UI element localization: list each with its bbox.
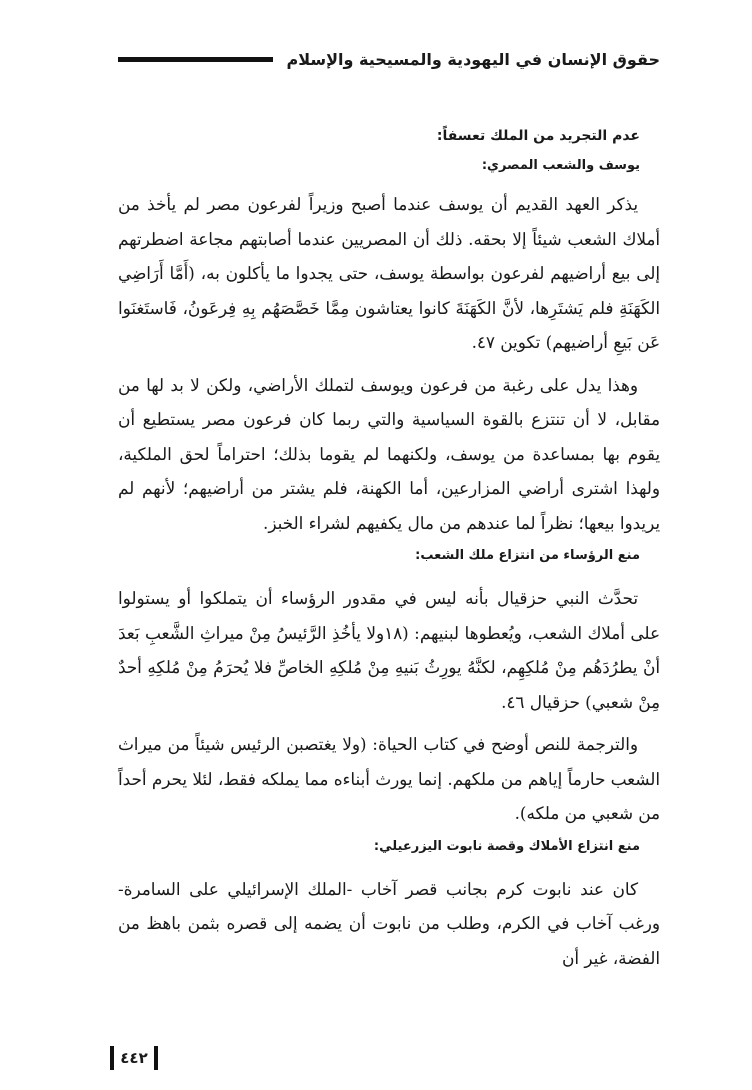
paragraph-rulers-1: تحدَّث النبي حزقيال بأنه ليس في مقدور الرؤساء أن يتملكوا أو يستولوا على أملاك الشعب، ويُعطوها لبنيهم: (١٨ولا يأخُذِ الرَّئيسُ مِنْ ميراثِ الشَّعبِ بَعدَ أنْ يطرُدَهُم مِنْ مُلكِهِم، لكنَّهُ يورِثُ بَنيهِ مِنْ مُلكِهِ الخاصِّ فلا يُحرَمُ مِنْ مُلكِهِ أحدٌ مِنْ شعبي) حزقيال ٤٦. [118, 588, 660, 712]
running-header [118, 44, 660, 74]
paragraph-naboth-1: كان عند نابوت كرم بجانب قصر آخاب -الملك الإسرائيلي على السامرة- ورغب آخاب في الكرم، وطلب من نابوت أن يضمه إلى قصره بثمن باهظ من الفضة، غير أن [118, 878, 660, 968]
subheading-rulers: منع الرؤساء من انتزاع ملك الشعب: [415, 548, 640, 563]
subheading-naboth: منع انتزاع الأملاك وقصة نابوت اليزرعيلي: [373, 838, 640, 854]
paragraph-rulers-2: والترجمة للنص أوضح في كتاب الحياة: (ولا يغتصبن الرئيس شيئاً من ميراث الشعب حارماً إياهم من ملكهم. إنما يورث أبناءه مما يملكه فقط، لئلا يحرم أحداً من شعبي من ملكه). [118, 734, 660, 823]
subheading-yusuf: يوسف والشعب المصري: [481, 158, 640, 173]
running-title: حقوق الإنسان في اليهودية والمسيحية والإسلام [286, 49, 660, 69]
section-heading: عدم التجريد من الملك تعسفاً: [436, 128, 640, 144]
page-content [118, 118, 660, 1030]
paragraph-yusuf-1: يذكر العهد القديم أن يوسف عندما أصبح وزيراً لفرعون مصر لم يأخذ من أملاك الشعب شيئاً إلا بحقه. ذلك أن المصريين عندما أصابتهم مجاعة اضطرتهم إلى بيع أراضيهم لفرعون بواسطة يوسف، حتى يجدوا ما يأكلون به، (أَمَّا أَرَاضِي الكَهَنَةِ فلم يَشتَرِها، لأنَّ الكَهَنَةَ كانوا يعتاشون مِمَّا خَصَّصَهُم بِهِ فِرعَونُ، فَاستَغنَوا عَن بَيعِ أراضيهم) تكوين ٤٧. [118, 194, 660, 352]
paragraph-yusuf-2: وهذا يدل على رغبة من فرعون ويوسف لتملك الأراضي، ولكن لا بد لها من مقابل، لا أن تنتزع بالقوة السياسية والتي ربما كان فرعون مصر يستطيع أن يقوم بها بمساعدة من يوسف، ولكنهما لم يقوما بذلك؛ احتراماً لحق الملكية، ولهذا اشترى أراضي المزارعين، أما الكهنة، فلم يشتر من أراضيهم؛ لأنهم لم يريدوا بيعها؛ نظراً لما عندهم من مال يكفيهم لشراء الخبز. [118, 374, 660, 533]
header-rule [118, 57, 273, 62]
page-number: ٤٤٢ [110, 1046, 158, 1070]
